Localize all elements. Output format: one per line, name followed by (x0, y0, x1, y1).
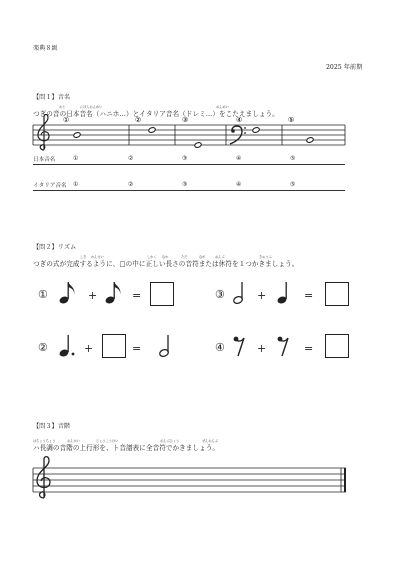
answer-slot-italia-5[interactable]: ⑤ (290, 181, 296, 188)
equals-sign: = (304, 289, 314, 302)
q3-staff[interactable] (0, 450, 400, 510)
eighth-note-icon (58, 280, 80, 306)
whole-note-2 (148, 127, 156, 134)
whole-note-5 (306, 137, 314, 144)
q2-title: 【問２】リズム (33, 244, 77, 251)
answer-slot-italia-3[interactable]: ③ (182, 181, 188, 188)
q2-ruby-tadashii: ただ (181, 255, 188, 259)
term-label: 2025 年前期 (326, 64, 363, 71)
q2-ruby-shikaku: しかく (147, 255, 157, 259)
q2-ruby-onpu: おんぷ (215, 255, 225, 259)
whole-note-1 (73, 132, 81, 139)
q1-measure-number: ③ (182, 116, 189, 124)
q2-instruction: つぎの式が完成するように、□の中に正しい長さの音符または休符を１つかきましょう。 (33, 260, 299, 268)
row-label-nihon: 日本音名 (33, 157, 56, 163)
q1-measure-number: ① (63, 116, 70, 124)
eighth-note-icon (104, 280, 126, 306)
problem-number-4: ④ (215, 341, 225, 354)
plus-sign: + (257, 289, 267, 302)
plus-sign: + (257, 342, 267, 355)
answer-box-4[interactable] (325, 334, 349, 358)
q3-title: 【問３】音階 (33, 423, 71, 430)
answer-slot-italia-2[interactable]: ② (128, 181, 134, 188)
eighth-rest-icon (232, 334, 248, 358)
row-label-italia: イタリア音名 (33, 183, 67, 189)
q1-ruby-oto: おと (59, 105, 66, 109)
q1-measure-number: ② (135, 116, 142, 124)
answer-slot-nihon-2[interactable]: ② (128, 155, 134, 162)
answer-line-nihon (33, 164, 345, 165)
dotted-half-note-icon (58, 333, 80, 359)
q1-ruby-onmei: おんめい (216, 105, 229, 109)
q3-ruby-zenonpu: ぜんおんぷ (202, 439, 218, 443)
q1-measure-number: ④ (236, 116, 243, 124)
equals-sign: = (132, 342, 142, 355)
eighth-rest-icon (276, 334, 292, 358)
q1-instruction: つぎの音の日本音名（ハニホ…）とイタリア音名（ドレミ…）をこたえましょう。 (33, 110, 279, 118)
answer-line-italia (33, 190, 345, 191)
q2-ruby-nagasa: なが (199, 255, 206, 259)
answer-slot-italia-4[interactable]: ④ (236, 181, 242, 188)
answer-slot-nihon-5[interactable]: ⑤ (290, 155, 296, 162)
q3-ruby-onpuhyou: おんぷひょう (160, 439, 180, 443)
answer-slot-nihon-4[interactable]: ④ (236, 155, 242, 162)
q2-ruby-naka: なか (162, 255, 169, 259)
q3-instruction: ハ長調の音階の上行形を、ト音譜表に全音符でかきましょう。 (33, 444, 220, 452)
half-note-icon (158, 333, 176, 359)
q3-ruby-joukoukei: じょうこうけい (96, 439, 119, 443)
q1-ruby-nihon-onmei: にほんおんめい (80, 105, 103, 109)
plus-sign: + (84, 342, 94, 355)
q3-ruby-hachouchou: はちょうちょう (33, 439, 56, 443)
equals-sign: = (304, 342, 314, 355)
answer-box-3[interactable] (325, 282, 349, 306)
problem-number-3: ③ (215, 288, 225, 301)
q2-ruby-kansei: かんせい (91, 255, 104, 259)
equals-sign: = (132, 289, 142, 302)
q2-ruby-shiki: しき (80, 255, 87, 259)
problem-number-1: ① (38, 288, 48, 301)
grade-label: 楽典８級 (33, 45, 58, 52)
half-note-icon (232, 280, 250, 306)
q1-staff (0, 0, 400, 200)
answer-box-2[interactable] (102, 334, 126, 358)
q1-title: 【問１】音名 (33, 94, 71, 101)
answer-slot-nihon-3[interactable]: ③ (182, 155, 188, 162)
q2-ruby-kyuufu: きゅうふ (259, 255, 272, 259)
whole-note-3 (194, 142, 202, 149)
q1-measure-number: ⑤ (288, 116, 295, 124)
answer-slot-nihon-1[interactable]: ① (73, 155, 79, 162)
answer-slot-italia-1[interactable]: ① (73, 181, 79, 188)
q3-ruby-onkai: おんかい (67, 439, 80, 443)
quarter-note-icon (276, 280, 294, 306)
answer-box-1[interactable] (150, 282, 174, 306)
plus-sign: + (88, 289, 98, 302)
problem-number-2: ② (38, 341, 48, 354)
whole-note-4 (252, 127, 260, 134)
